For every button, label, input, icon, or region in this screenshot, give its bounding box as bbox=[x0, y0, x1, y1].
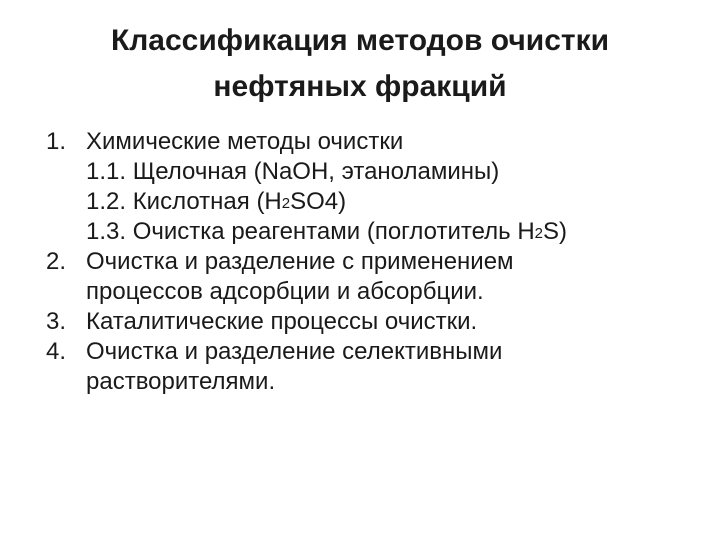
title-line-1: Классификация методов очистки bbox=[110, 24, 610, 57]
sub-item-1-1 bbox=[46, 157, 686, 187]
slide-title bbox=[60, 18, 660, 110]
list-item-2-continued bbox=[46, 277, 686, 307]
list-item-1 bbox=[46, 127, 686, 157]
list-item-label: Каталитические процессы очистки. bbox=[86, 308, 478, 335]
list-item-label-line-2: процессов адсорбции и абсорбции. bbox=[86, 278, 484, 305]
list-item-label: Химические методы очистки bbox=[86, 128, 404, 155]
sub-item-label: 1.3. Очистка реагентами (поглотитель H2S) bbox=[86, 218, 568, 245]
sub-item-label: 1.1. Щелочная (NaOH, этаноламины) bbox=[86, 158, 500, 185]
subscript: 2 bbox=[534, 225, 544, 242]
sub-item-1-3 bbox=[46, 217, 686, 247]
list-item-label-line-1: Очистка и разделение селективными bbox=[86, 338, 503, 365]
methods-list bbox=[46, 127, 686, 397]
list-number: 1. bbox=[46, 128, 67, 155]
list-item-label-line-2: растворителями. bbox=[86, 368, 276, 395]
list-item-4 bbox=[46, 337, 686, 367]
list-item-3 bbox=[46, 307, 686, 337]
list-number: 2. bbox=[46, 248, 67, 275]
list-item-label-line-1: Очистка и разделение с применением bbox=[86, 248, 514, 275]
list-item-4-continued bbox=[46, 367, 686, 397]
list-number: 4. bbox=[46, 338, 67, 365]
subscript: 2 bbox=[281, 195, 291, 212]
sub-item-label: 1.2. Кислотная (H2SO4) bbox=[86, 188, 347, 215]
list-item-2 bbox=[46, 247, 686, 277]
title-line-2: нефтяных фракций bbox=[213, 70, 507, 103]
sub-item-1-2 bbox=[46, 187, 686, 217]
list-number: 3. bbox=[46, 308, 67, 335]
